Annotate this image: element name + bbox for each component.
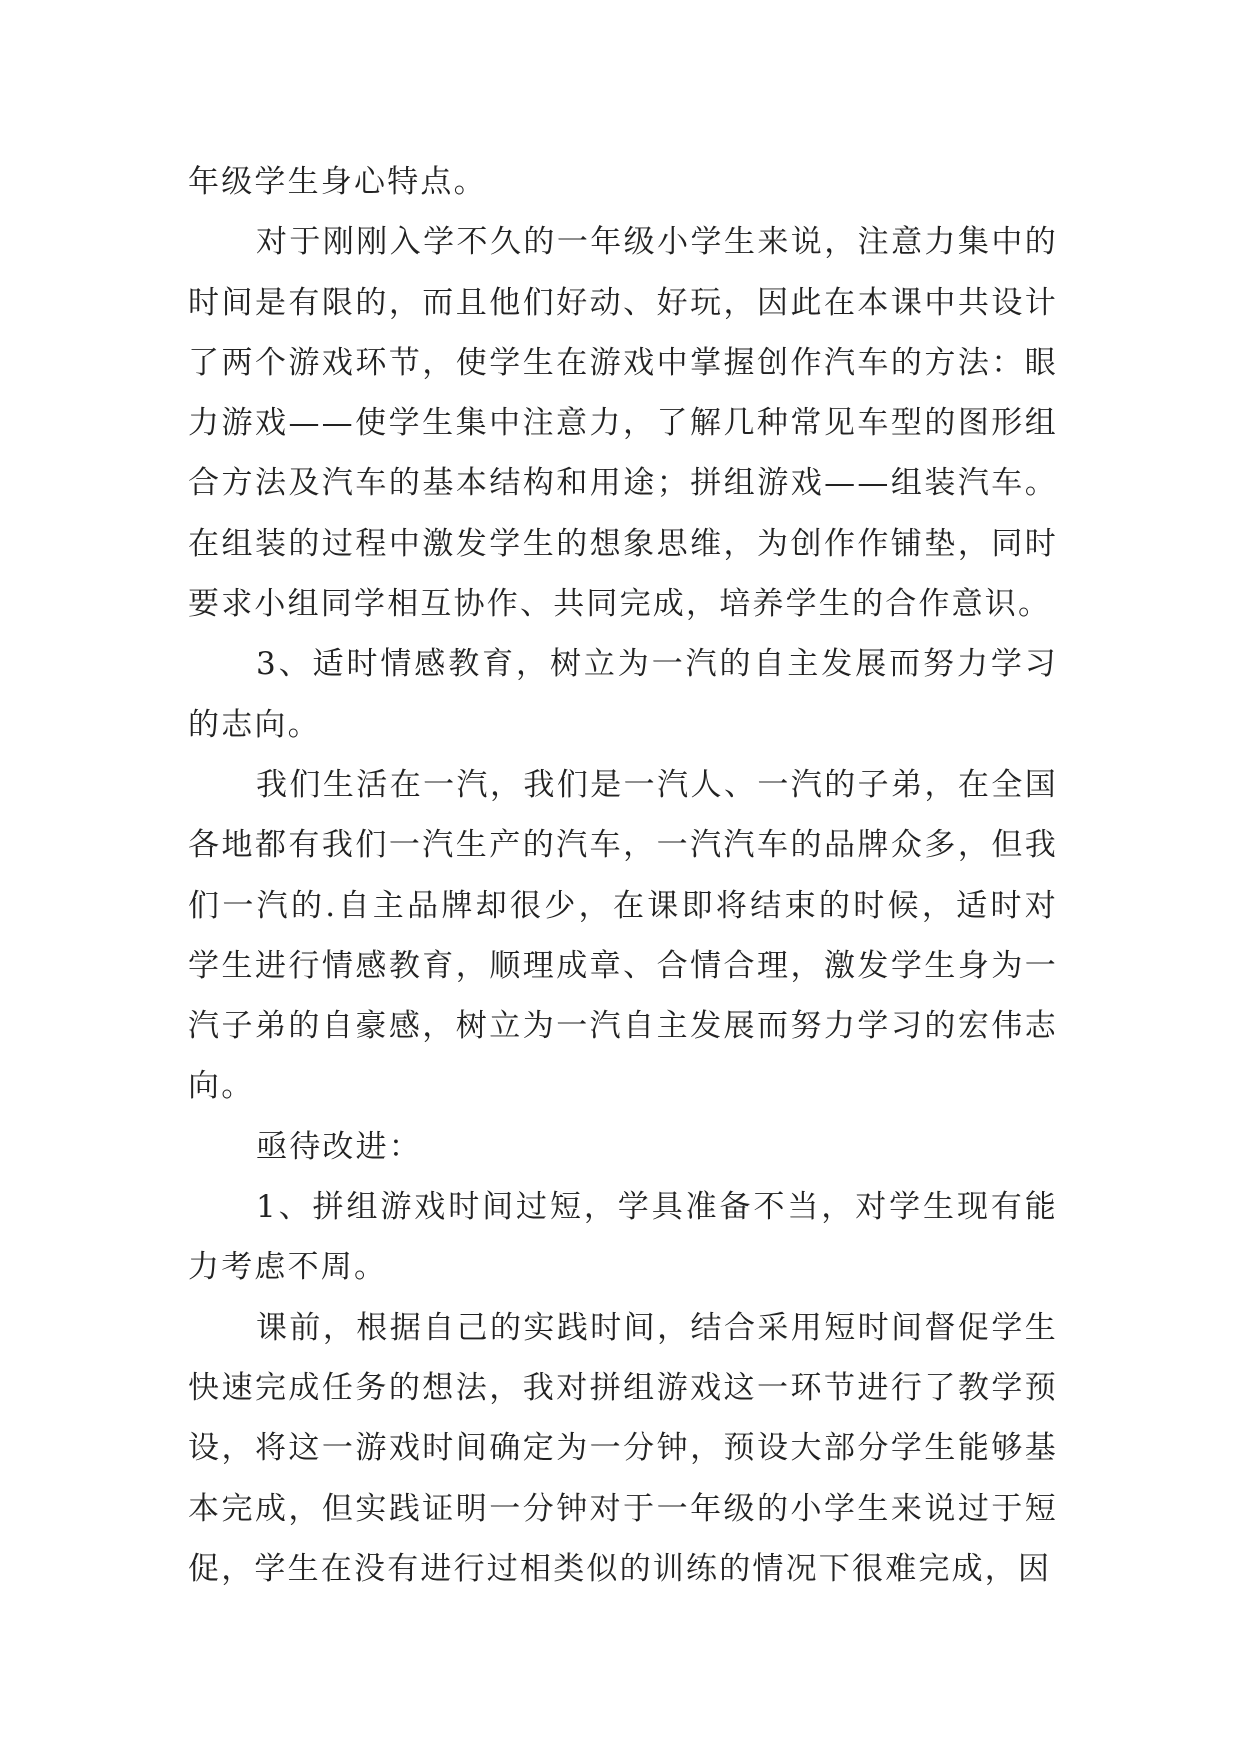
document-page [188, 152, 1058, 1599]
paragraph-6: 1、拼组游戏时间过短，学具准备不当，对学生现有能力考虑不周。 [188, 1189, 1058, 1286]
paragraph-3: 3、适时情感教育，树立为一汽的自主发展而努力学习的志向。 [188, 646, 1058, 743]
paragraph-5: 亟待改进： [256, 1128, 422, 1165]
paragraph-7: 课前，根据自己的实践时间，结合采用短时间督促学生快速完成任务的想法，我对拼组游戏这一环节进行了教学预设，将这一游戏时间确定为一分钟，预设大部分学生能够基本完成，但实践证明一分钟对于一年级的小学生来说过于短促，学生在没有进行过相类似的训练的情况下很难完成，因 [188, 1309, 1058, 1587]
paragraph-1: 年级学生身心特点。 [188, 164, 487, 200]
paragraph-2: 对于刚刚入学不久的一年级小学生来说，注意力集中的时间是有限的，而且他们好动、好玩，因此在本课中共设计了两个游戏环节，使学生在游戏中掌握创作汽车的方法：眼力游戏——使学生集中注意力，了解几种常见车型的图形组合方法及汽车的基本结构和用途；拼组游戏——组装汽车。在组装的过程中激发学生的想象思维，为创作作铺垫，同时要求小组同学相互协作、共同完成，培养学生的合作意识。 [188, 224, 1058, 623]
paragraph-4: 我们生活在一汽，我们是一汽人、一汽的子弟，在全国各地都有我们一汽生产的汽车，一汽汽车的品牌众多，但我们一汽的.自主品牌却很少，在课即将结束的时候，适时对学生进行情感教育，顺理成章、合情合理，激发学生身为一汽子弟的自豪感，树立为一汽自主发展而努力学习的宏伟志向。 [188, 766, 1058, 1105]
